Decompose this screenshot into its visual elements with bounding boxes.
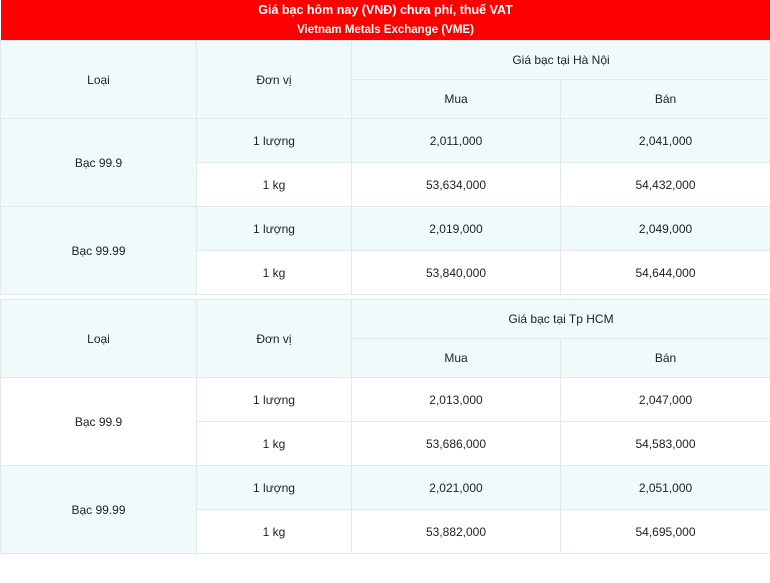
unit-label: 1 kg bbox=[197, 163, 352, 207]
sell-price: 2,047,000 bbox=[561, 378, 770, 422]
banner-line-1: Giá bạc hôm nay (VNĐ) chưa phí, thuế VAT bbox=[258, 3, 513, 17]
unit-label: 1 kg bbox=[197, 422, 352, 466]
column-header-sell-hanoi: Bán bbox=[561, 80, 770, 119]
column-header-buy-hcm: Mua bbox=[352, 339, 561, 378]
section-header-row-hcm bbox=[1, 300, 770, 339]
section-title-hcm: Giá bạc tại Tp HCM bbox=[352, 300, 770, 339]
type-label: Bạc 99.99 bbox=[1, 466, 197, 554]
banner bbox=[1, 0, 770, 41]
unit-label: 1 kg bbox=[197, 510, 352, 554]
type-label: Bạc 99.9 bbox=[1, 119, 197, 207]
table-row bbox=[1, 378, 770, 422]
banner-line-2: Vietnam Metals Exchange (VME) bbox=[297, 24, 474, 36]
table-row bbox=[1, 466, 770, 510]
buy-price: 53,882,000 bbox=[352, 510, 561, 554]
column-header-type-hanoi: Loại bbox=[1, 41, 197, 119]
unit-label: 1 kg bbox=[197, 251, 352, 295]
section-title-hanoi: Giá bạc tại Hà Nội bbox=[352, 41, 770, 80]
type-label: Bạc 99.9 bbox=[1, 378, 197, 466]
table-row bbox=[1, 207, 770, 251]
unit-label: 1 lượng bbox=[197, 378, 352, 422]
column-header-sell-hcm: Bán bbox=[561, 339, 770, 378]
buy-price: 2,013,000 bbox=[352, 378, 561, 422]
sell-price: 54,432,000 bbox=[561, 163, 770, 207]
unit-label: 1 lượng bbox=[197, 466, 352, 510]
buy-price: 53,634,000 bbox=[352, 163, 561, 207]
column-header-unit-hcm: Đơn vị bbox=[197, 300, 352, 378]
buy-price: 2,019,000 bbox=[352, 207, 561, 251]
unit-label: 1 lượng bbox=[197, 207, 352, 251]
column-header-unit-hanoi: Đơn vị bbox=[197, 41, 352, 119]
sell-price: 2,049,000 bbox=[561, 207, 770, 251]
type-label: Bạc 99.99 bbox=[1, 207, 197, 295]
buy-price: 2,021,000 bbox=[352, 466, 561, 510]
buy-price: 53,686,000 bbox=[352, 422, 561, 466]
sell-price: 54,644,000 bbox=[561, 251, 770, 295]
unit-label: 1 lượng bbox=[197, 119, 352, 163]
sell-price: 2,051,000 bbox=[561, 466, 770, 510]
sell-price: 2,041,000 bbox=[561, 119, 770, 163]
buy-price: 2,011,000 bbox=[352, 119, 561, 163]
sell-price: 54,583,000 bbox=[561, 422, 770, 466]
sell-price: 54,695,000 bbox=[561, 510, 770, 554]
buy-price: 53,840,000 bbox=[352, 251, 561, 295]
section-header-row-hanoi bbox=[1, 41, 770, 80]
column-header-buy-hanoi: Mua bbox=[352, 80, 561, 119]
column-header-type-hcm: Loại bbox=[1, 300, 197, 378]
table-banner-row bbox=[1, 0, 770, 41]
table-row bbox=[1, 119, 770, 163]
